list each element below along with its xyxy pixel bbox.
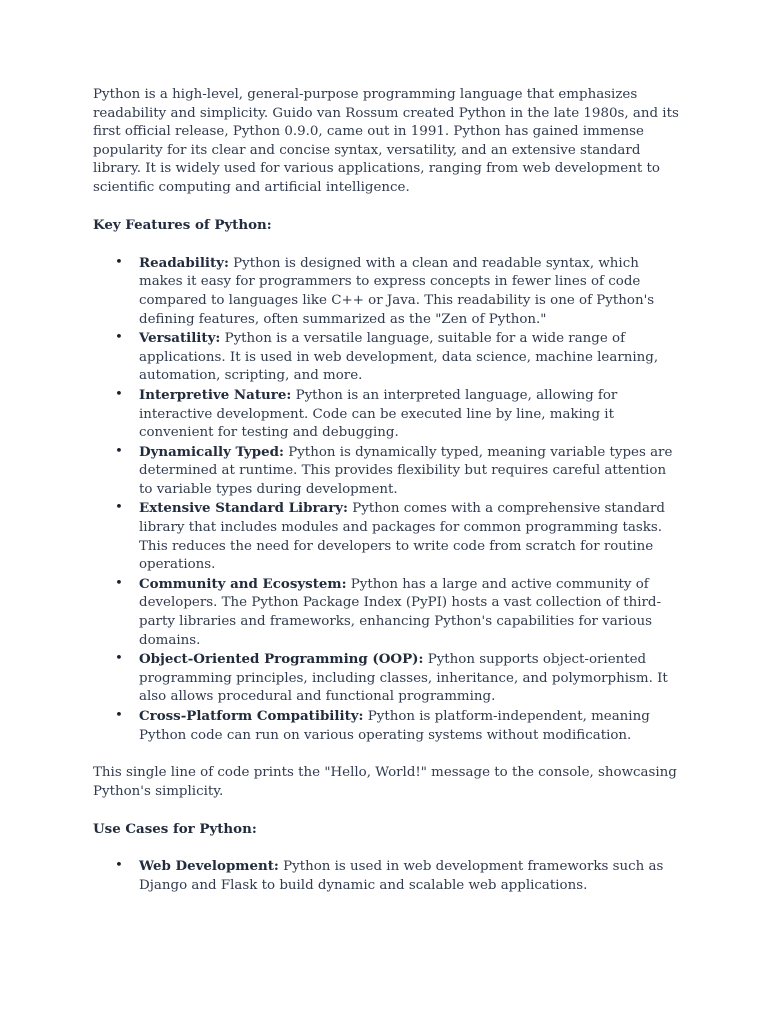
list-item [93,329,683,386]
bullet-icon: • [115,708,123,723]
list-item [93,254,683,329]
feature-text: Python is an interpreted language, allowing for interactive development. Code can be executed line by line, making it convenient for testing and debugging. [139,387,618,441]
feature-text: Python comes with a comprehensive standard library that includes modules and packages for common programming tasks. This reduces the need for developers to write code from scratch for routine operations. [139,501,665,573]
bullet-icon: • [115,651,123,667]
list-item [93,386,683,443]
bullet-icon: • [115,330,123,346]
list-item [93,857,683,895]
feature-term: Dynamically Typed: [139,443,284,460]
feature-text: Python is dynamically typed, meaning variable types are determined at runtime. This provides flexibility but requires careful attention to variable types during development. [139,444,673,497]
feature-term: Interpretive Nature: [139,386,292,403]
bullet-icon: • [115,858,123,874]
list-item [93,650,683,707]
feature-text: Python supports object-oriented programming principles, including classes, inheritance, and polymorphism. It also allows procedural and functional programming. [139,652,668,705]
feature-term: Readability: [139,254,229,271]
document-page [93,86,683,914]
list-item [93,575,683,650]
bullet-icon: • [115,443,123,459]
feature-term: Cross-Platform Compatibility: [139,708,364,724]
features-list [93,254,683,745]
use-case-term: Web Development: [139,858,279,875]
feature-text: Python has a large and active community of developers. The Python Package Index (PyPI) hosts a vast collection of third-party libraries and frameworks, enhancing Python's capabilities for various domains. [139,576,661,648]
intro-paragraph: Python is a high-level, general-purpose programming language that emphasizes readability and simplicity. Guido van Rossum created Python in the late 1980s, and its first official release, Python 0.9.0, came out in 1991. Python has gained immense popularity for its clear and concise syntax, versatility, and an extensive standard library. It is widely used for various applications, ranging from web development to scientific computing and artificial intelligence. [93,87,679,195]
feature-term: Extensive Standard Library: [139,500,348,517]
list-item [93,443,683,500]
feature-text: Python is a versatile language, suitable for a wide range of applications. It is used in web development, data science, machine learning, automation, scripting, and more. [139,331,659,384]
hello-world-note: This single line of code prints the "Hello, World!" message to the console, showcasing Python's simplicity. [93,764,677,799]
use-cases-heading: Use Cases for Python: [93,820,257,837]
list-item [93,707,683,745]
use-cases-list [93,857,683,895]
bullet-icon: • [115,254,123,270]
use-case-text: Python is used in web development frameworks such as Django and Flask to build dynamic and scalable web applications. [139,859,664,893]
feature-term: Versatility: [139,330,221,347]
feature-term: Object-Oriented Programming (OOP): [139,651,424,668]
list-item [93,499,683,574]
feature-text: Python is designed with a clean and readable syntax, which makes it easy for programmers to express concepts in fewer lines of code compared to languages like C++ or Java. This readability is one of Python's defining features, often summarized as the "Zen of Python." [139,255,655,327]
feature-text: Python is platform-independent, meaning Python code can run on various operating systems without modification. [139,709,650,743]
features-heading: Key Features of Python: [93,217,272,234]
bullet-icon: • [115,386,123,402]
bullet-icon: • [115,500,123,516]
bullet-icon: • [115,575,123,591]
feature-term: Community and Ecosystem: [139,575,347,592]
